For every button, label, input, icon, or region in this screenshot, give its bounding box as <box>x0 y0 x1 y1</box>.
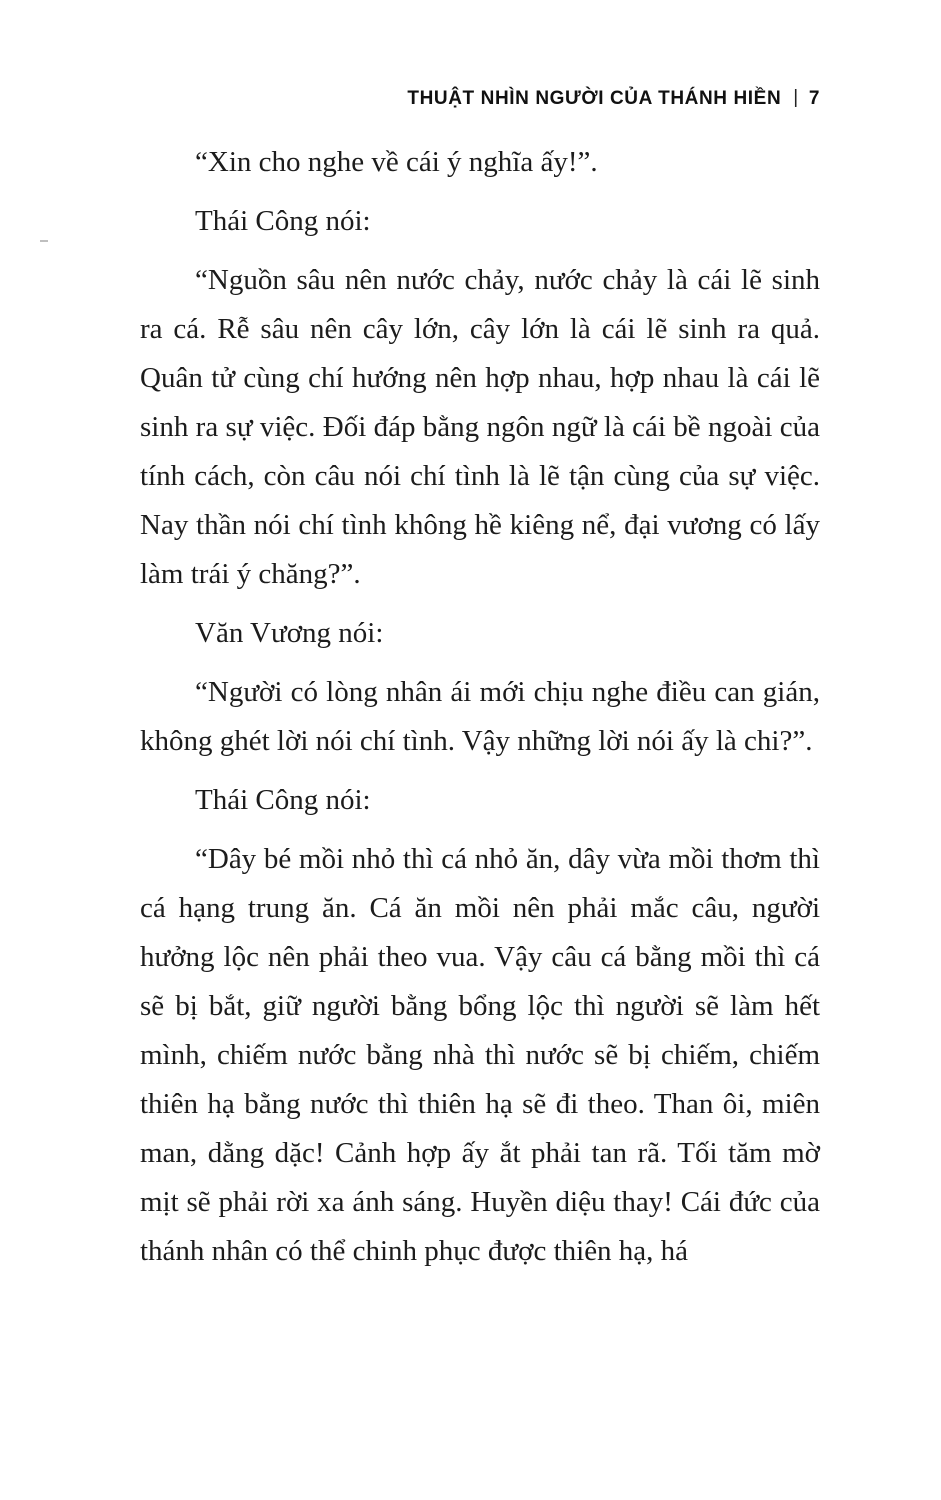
paragraph: “Nguồn sâu nên nước chảy, nước chảy là cái lẽ sinh ra cá. Rễ sâu nên cây lớn, cây lớn là cái lẽ sinh ra quả. Quân tử cùng chí hướng nên hợp nhau, hợp nhau là cái lẽ sinh ra sự việc. Đối đáp bằng ngôn ngữ là cái bề ngoài của tính cách, còn câu nói chí tình là lẽ tận cùng của sự việc. Nay thần nói chí tình không hề kiêng nể, đại vương có lấy làm trái ý chăng?”. <box>140 264 820 590</box>
paragraph: Thái Công nói: <box>195 205 371 237</box>
paragraph: “Dây bé mồi nhỏ thì cá nhỏ ăn, dây vừa mồi thơm thì cá hạng trung ăn. Cá ăn mồi nên phải mắc câu, người hưởng lộc nên phải theo vua. Vậy câu cá bằng mồi thì cá sẽ bị bắt, giữ người bằng bổng lộc thì người sẽ làm hết mình, chiếm nước bằng nhà thì nước sẽ bị chiếm, chiếm thiên hạ bằng nước thì thiên hạ sẽ đi theo. Than ôi, miên man, dằng dặc! Cảnh hợp ấy ắt phải tan rã. Tối tăm mờ mịt sẽ phải rời xa ánh sáng. Huyền diệu thay! Cái đức của thánh nhân có thể chinh phục được thiên hạ, há <box>140 843 820 1267</box>
page-body <box>140 138 820 1276</box>
page-number: 7 <box>808 88 820 109</box>
header-separator: | <box>793 87 799 108</box>
page-header <box>140 88 820 110</box>
paragraph: Văn Vương nói: <box>195 617 384 649</box>
paragraph: “Xin cho nghe về cái ý nghĩa ấy!”. <box>195 146 598 178</box>
paragraph: Thái Công nói: <box>195 784 371 816</box>
running-head-title: THUẬT NHÌN NGƯỜI CỦA THÁNH HIỀN <box>407 88 782 109</box>
paragraph: “Người có lòng nhân ái mới chịu nghe điều can gián, không ghét lời nói chí tình. Vậy những lời nói ấy là chi?”. <box>140 676 820 757</box>
scan-stray-mark <box>40 240 48 242</box>
